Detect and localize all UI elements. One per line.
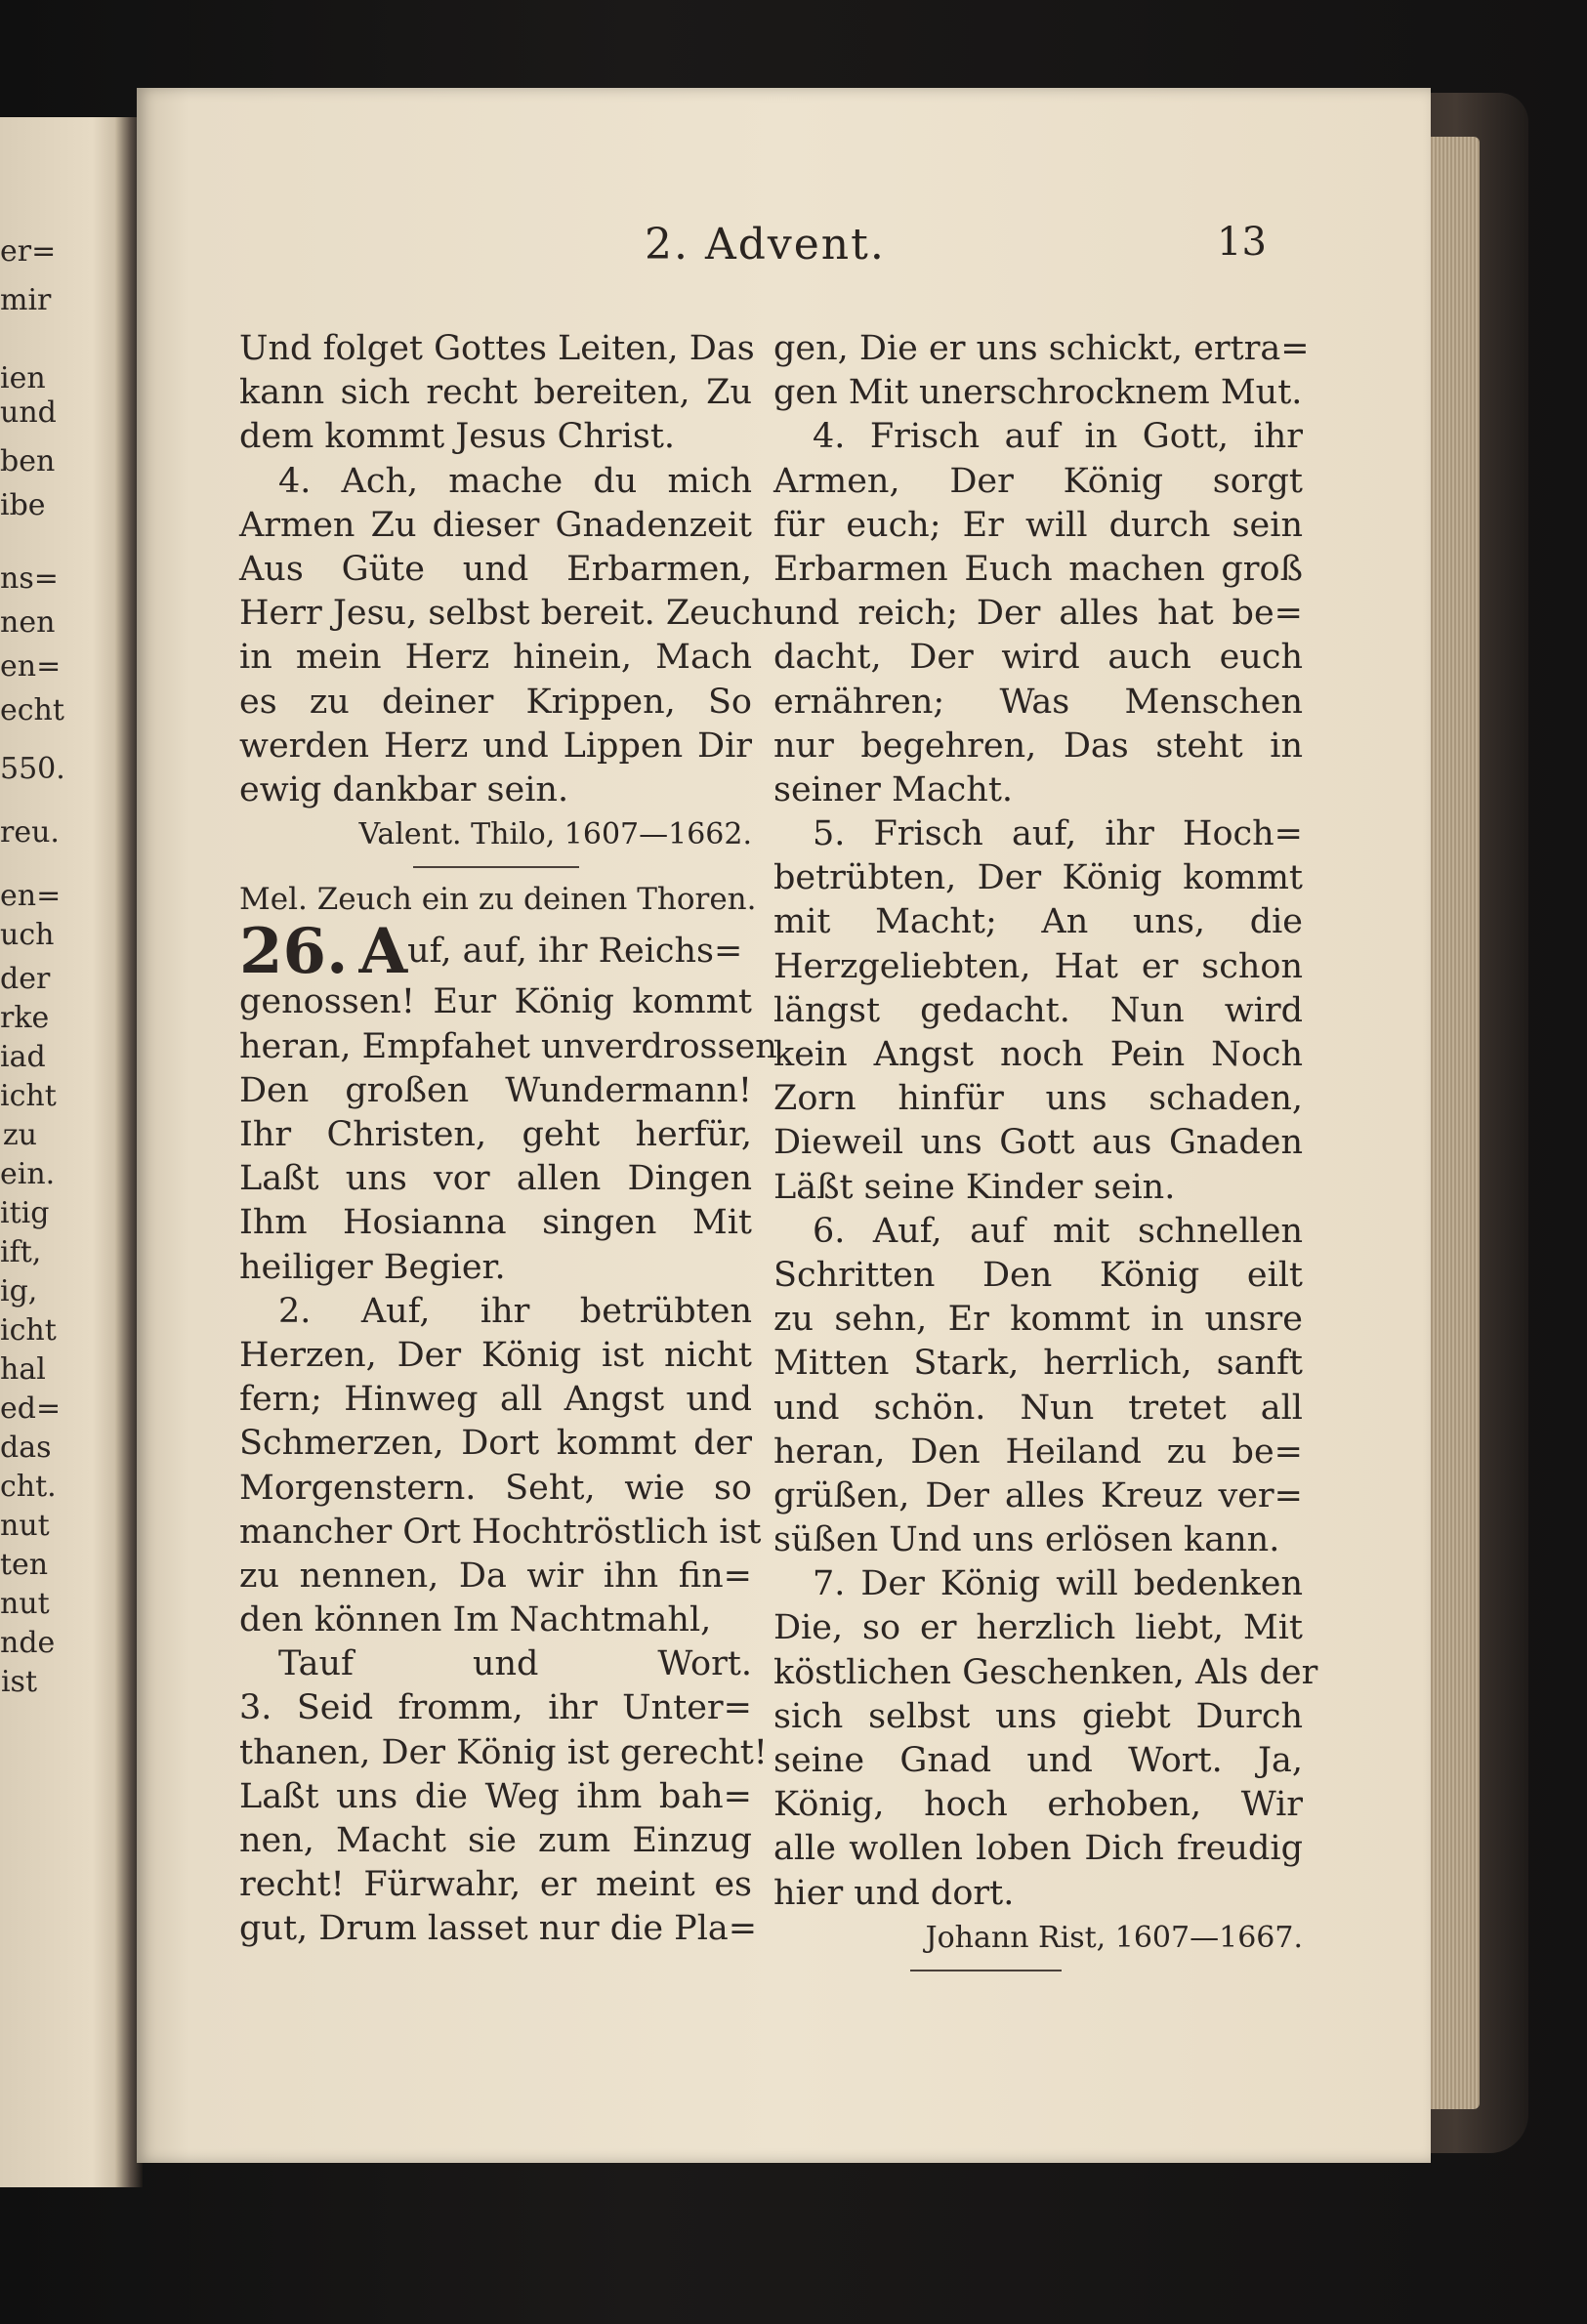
text-line: gen Mit unerschrocknem Mut. bbox=[773, 373, 1303, 413]
text-line: Die, so er herzlich liebt, Mit bbox=[773, 1608, 1303, 1648]
text-line: seiner Macht. bbox=[773, 769, 1014, 809]
end-rule bbox=[910, 1970, 1062, 1971]
left-page-fragment: nut bbox=[0, 1587, 50, 1621]
text-line: und reich; Der alles hat be= bbox=[773, 594, 1303, 634]
left-page-fragment: der bbox=[0, 962, 51, 996]
text-line: Herr Jesu, selbst bereit. Zeuch bbox=[239, 594, 773, 634]
running-head: 2. Advent. bbox=[645, 220, 886, 270]
text-line: 4. Ach, mache du mich bbox=[278, 461, 752, 501]
text-line: 4. Frisch auf in Gott, ihr bbox=[813, 417, 1303, 457]
hymn-number: 26. bbox=[239, 915, 349, 989]
left-page-fragment: itig bbox=[0, 1196, 50, 1230]
text-line: gen, Die er uns schickt, ertra= bbox=[773, 329, 1310, 368]
text-line: hier und dort. bbox=[773, 1873, 1015, 1913]
right-column bbox=[773, 327, 1318, 1981]
text-line: Erbarmen Euch machen groß bbox=[773, 549, 1303, 589]
left-page-fragment: er= bbox=[0, 234, 57, 269]
text-line: mancher Ort Hochtröstlich ist bbox=[239, 1512, 762, 1552]
text-line: recht! Fürwahr, er meint es bbox=[239, 1865, 752, 1905]
text-line: köstlichen Geschenken, Als der bbox=[773, 1652, 1318, 1692]
text-line: Schmerzen, Dort kommt der bbox=[239, 1424, 752, 1464]
text-line: heran, Empfahet unverdrossen bbox=[239, 1026, 777, 1066]
text-line: zu nennen, Da wir ihn fin= bbox=[239, 1556, 752, 1596]
left-page-fragment: icht bbox=[0, 1079, 57, 1113]
text-line: Herzgeliebten, Hat er schon bbox=[773, 946, 1303, 986]
left-page-fragment: rke bbox=[0, 1001, 50, 1035]
left-page-fragment: ten bbox=[0, 1548, 49, 1582]
text-line: sich selbst uns giebt Durch bbox=[773, 1696, 1303, 1736]
left-page-fragment: en= bbox=[0, 879, 62, 913]
left-page-fragment: nen bbox=[0, 605, 56, 640]
left-page-fragment: cht. bbox=[0, 1470, 57, 1504]
left-page-fragment: ift, bbox=[0, 1235, 42, 1269]
text-line: Ihr Christen, geht herfür, bbox=[239, 1115, 752, 1154]
text-line: Aus Güte und Erbarmen, bbox=[239, 549, 752, 589]
left-page-fragment: ed= bbox=[0, 1391, 62, 1426]
left-page-fragment: ein. bbox=[0, 1157, 56, 1191]
text-line: Armen, Der König sorgt bbox=[773, 461, 1303, 501]
left-page-fragment: ibe bbox=[0, 488, 46, 522]
hymn-first-line bbox=[239, 915, 752, 989]
text-line: den können Im Nachtmahl, bbox=[239, 1600, 712, 1640]
text-line: nen, Macht sie zum Einzug bbox=[239, 1821, 752, 1860]
left-page-fragment: echt bbox=[0, 693, 64, 727]
text-line: es zu deiner Krippen, So bbox=[239, 682, 752, 722]
text-line: König, hoch erhoben, Wir bbox=[773, 1785, 1303, 1825]
left-column bbox=[239, 327, 777, 1952]
text-line: grüßen, Der alles Kreuz ver= bbox=[773, 1475, 1303, 1515]
left-page-fragment: iad bbox=[0, 1040, 46, 1074]
left-page-fragment: en= bbox=[0, 649, 62, 684]
left-page-fragment: hal bbox=[0, 1352, 46, 1387]
left-page-fragment: ien bbox=[0, 361, 46, 395]
text-line: fern; Hinweg all Angst und bbox=[239, 1380, 752, 1420]
left-page-fragment: ist bbox=[0, 1665, 37, 1699]
text-line: heran, Den Heiland zu be= bbox=[773, 1432, 1303, 1472]
text-line: süßen Und uns erlösen kann. bbox=[773, 1520, 1280, 1560]
left-page-fragment: ben bbox=[0, 444, 56, 478]
text-line: genossen! Eur König kommt bbox=[239, 982, 752, 1022]
left-page-fragment: icht bbox=[0, 1313, 57, 1348]
text-line: heiliger Begier. bbox=[239, 1247, 506, 1287]
text-line: zu sehn, Er kommt in unsre bbox=[773, 1300, 1303, 1340]
text-line: werden Herz und Lippen Dir bbox=[239, 726, 752, 766]
text-line: seine Gnad und Wort. Ja, bbox=[773, 1741, 1303, 1780]
text-line: Herzen, Der König ist nicht bbox=[239, 1335, 752, 1375]
left-page-fragment: ns= bbox=[0, 561, 59, 596]
text-line: und schön. Nun tretet all bbox=[773, 1388, 1303, 1428]
text-line: Laßt uns vor allen Dingen bbox=[239, 1159, 752, 1199]
left-page-fragment: das bbox=[0, 1431, 52, 1465]
text-line: kein Angst noch Pein Noch bbox=[773, 1035, 1303, 1074]
text-line: Und folget Gottes Leiten, Das bbox=[239, 329, 755, 368]
text-line: ernähren; Was Menschen bbox=[773, 682, 1303, 722]
drop-cap: A bbox=[358, 915, 408, 989]
text-line: Laßt uns die Weg ihm bah= bbox=[239, 1776, 752, 1816]
page-number: 13 bbox=[1217, 220, 1267, 265]
left-page bbox=[0, 117, 132, 2187]
text-line: dacht, Der wird auch euch bbox=[773, 638, 1303, 678]
text-line: nur begehren, Das steht in bbox=[773, 726, 1303, 766]
text-line: thanen, Der König ist gerecht! bbox=[239, 1732, 768, 1772]
text-line: alle wollen loben Dich freudig bbox=[773, 1829, 1303, 1869]
left-page-fragment: nde bbox=[0, 1626, 56, 1660]
left-page-fragment: und bbox=[0, 395, 57, 430]
text-line: kann sich recht bereiten, Zu bbox=[239, 373, 752, 413]
left-page-fragment: 550. bbox=[0, 752, 65, 786]
text-line: 7. Der König will bedenken bbox=[813, 1564, 1303, 1604]
left-page-fragment: zu bbox=[2, 1118, 37, 1152]
text-line: gut, Drum lasset nur die Pla= bbox=[239, 1909, 758, 1949]
attribution-thilo: Valent. Thilo, 1607—1662. bbox=[358, 817, 752, 852]
text-line: Morgenstern. Seht, wie so bbox=[239, 1468, 752, 1508]
text-line: Dieweil uns Gott aus Gnaden bbox=[773, 1123, 1303, 1163]
text-line: Mitten Stark, herrlich, sanft bbox=[773, 1344, 1303, 1384]
text-line: Tauf und Wort. bbox=[278, 1644, 752, 1684]
text-line: Läßt seine Kinder sein. bbox=[773, 1167, 1176, 1207]
left-page-fragment: nut bbox=[0, 1509, 50, 1543]
text-line: in mein Herz hinein, Mach bbox=[239, 638, 752, 678]
melody-line: Mel. Zeuch ein zu deinen Thoren. bbox=[239, 882, 757, 918]
text-line: längst gedacht. Nun wird bbox=[773, 990, 1303, 1030]
text-line: Schritten Den König eilt bbox=[773, 1255, 1303, 1295]
left-page-fragment: ig, bbox=[0, 1274, 38, 1308]
text-line: Zorn hinfür uns schaden, bbox=[773, 1079, 1303, 1119]
text-line: dem kommt Jesus Christ. bbox=[239, 417, 676, 457]
attribution-rist: Johann Rist, 1607—1667. bbox=[925, 1920, 1303, 1955]
text-line: Armen Zu dieser Gnadenzeit bbox=[239, 505, 752, 545]
left-page-fragment: reu. bbox=[0, 815, 60, 850]
text-line: mit Macht; An uns, die bbox=[773, 902, 1303, 942]
text-line: 6. Auf, auf mit schnellen bbox=[813, 1211, 1303, 1251]
text-line: 3. Seid fromm, ihr Unter= bbox=[239, 1688, 752, 1728]
text-line: für euch; Er will durch sein bbox=[773, 505, 1303, 545]
text-line: Den großen Wundermann! bbox=[239, 1070, 752, 1110]
section-rule bbox=[413, 866, 579, 868]
left-page-fragment: mir bbox=[0, 283, 52, 317]
left-page-fragment: uch bbox=[0, 918, 55, 952]
text-line: Ihm Hosianna singen Mit bbox=[239, 1203, 752, 1243]
text-line: ewig dankbar sein. bbox=[239, 769, 569, 809]
text-line: betrübten, Der König kommt bbox=[773, 858, 1303, 898]
text-line: 5. Frisch auf, ihr Hoch= bbox=[813, 814, 1303, 854]
first-line-rest: uf, auf, ihr Reichs= bbox=[407, 932, 743, 972]
text-line: 2. Auf, ihr betrübten bbox=[278, 1291, 752, 1331]
